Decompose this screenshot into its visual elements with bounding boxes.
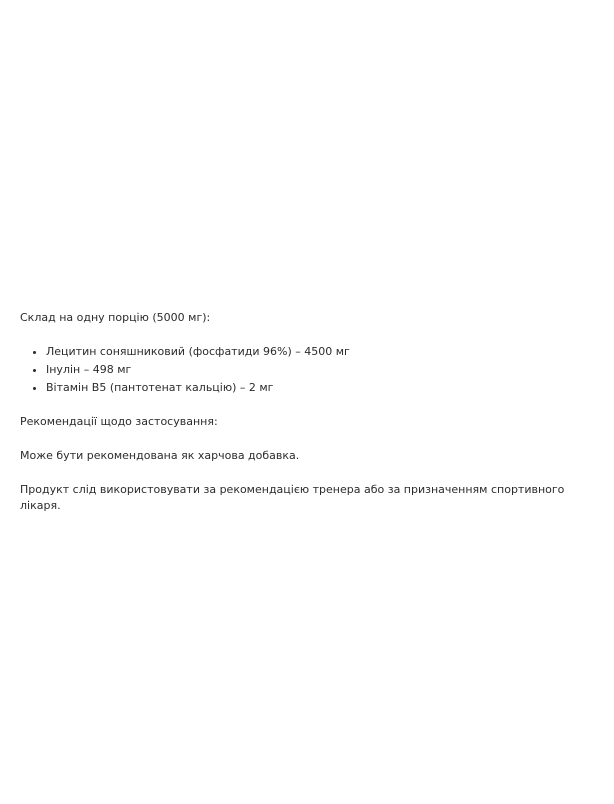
recommendations-heading: Рекомендації щодо застосування: bbox=[20, 415, 218, 428]
usage-text: Продукт слід використовувати за рекомендацією тренера або за призначенням спортивного лікаря. bbox=[20, 483, 565, 512]
ingredients-list bbox=[20, 344, 600, 396]
ingredient-item: • Інулін – 498 мг bbox=[46, 362, 600, 378]
ingredient-item: • Вітамін В5 (пантотенат кальцію) – 2 мг bbox=[46, 380, 600, 396]
composition-heading: Склад на одну порцію (5000 мг): bbox=[20, 311, 211, 324]
product-description bbox=[20, 310, 600, 514]
supplement-text: Може бути рекомендована як харчова добавка. bbox=[20, 449, 300, 462]
ingredient-item: • Лецитин соняшниковий (фосфатиди 96%) – 4500 мг bbox=[46, 344, 600, 360]
